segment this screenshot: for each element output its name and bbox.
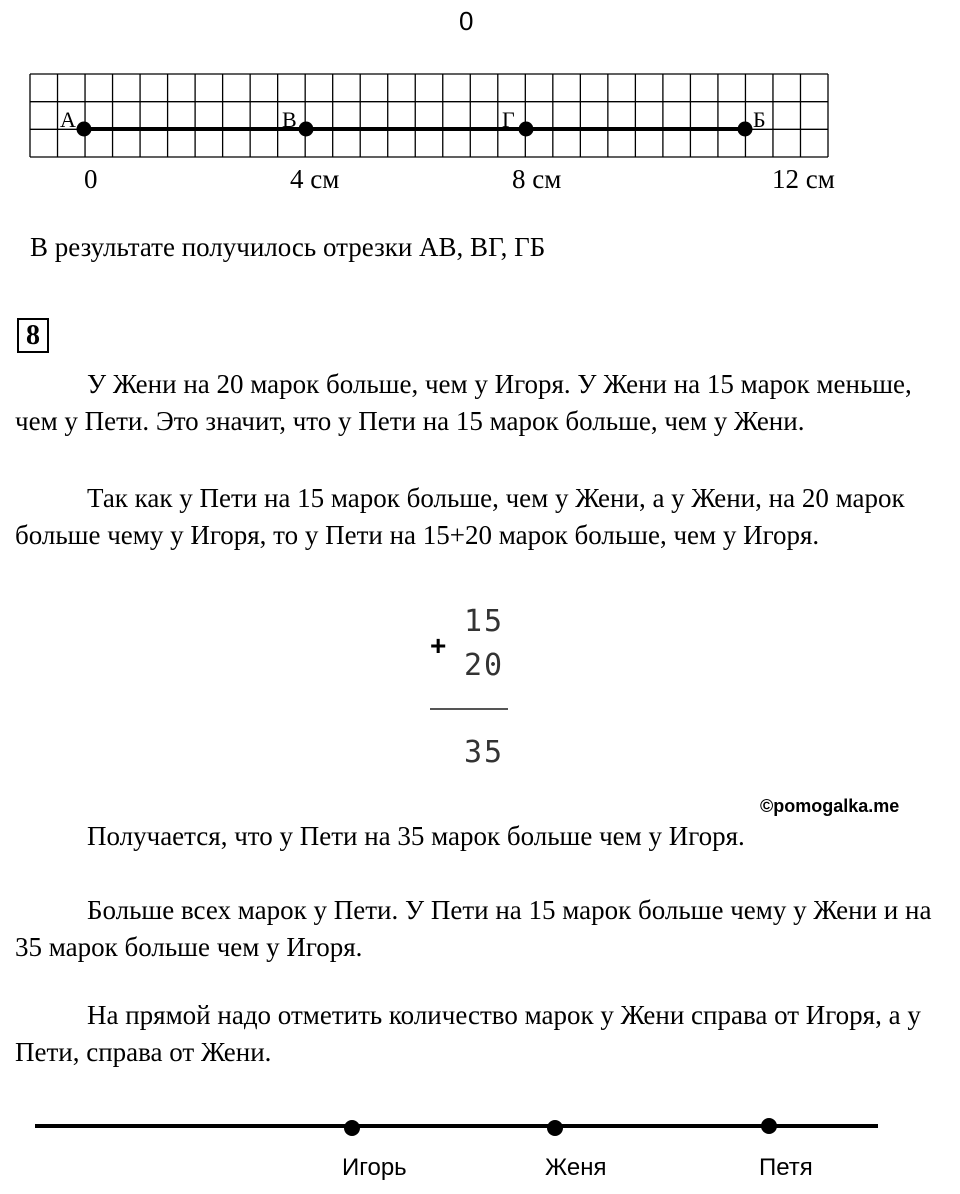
- tick-label-0: 0: [84, 164, 98, 194]
- ruler-point-1: [77, 122, 92, 137]
- ruler-point-4: [738, 122, 753, 137]
- paragraph-3: [15, 818, 940, 855]
- paragraph-2: [15, 480, 940, 554]
- ruler-point-3: [519, 122, 534, 137]
- ruler-point-2: [299, 122, 314, 137]
- result-text: В результате получилось отрезки АВ, ВГ, ГБ: [30, 232, 546, 262]
- watermark: ©pomogalka.me: [760, 796, 900, 816]
- grid-lines: [30, 74, 828, 157]
- calc-plus-sign: +: [430, 630, 447, 661]
- number-line-label-2: Женя: [545, 1154, 607, 1181]
- number-line-label-3: Петя: [759, 1154, 813, 1181]
- top-zero-label: 0: [459, 6, 474, 36]
- paragraph-4-text: Больше всех марок у Пети. У Пети на 15 марок больше чему у Жени и на 35 марок больше чем у Игоря.: [15, 895, 932, 962]
- task-number-box: 8: [17, 318, 49, 353]
- ruler-point-label-4: Б: [753, 107, 766, 132]
- number-line-label-1: Игорь: [342, 1154, 407, 1181]
- calc-underline: [430, 708, 508, 710]
- ruler-points: [60, 107, 766, 137]
- number-line-point-2: [547, 1120, 563, 1136]
- calc-addend-2: 20: [464, 648, 505, 683]
- paragraph-4: [15, 892, 940, 966]
- number-line-point-1: [344, 1120, 360, 1136]
- ruler-point-label-1: А: [60, 107, 76, 132]
- paragraph-1-text: У Жени на 20 марок больше, чем у Игоря. У Жени на 15 марок меньше, чем у Пети. Это значит, что у Пети на 15 марок больше, чем у Жени.: [15, 369, 912, 436]
- paragraph-3-text: Получается, что у Пети на 35 марок больше чем у Игоря.: [87, 821, 745, 851]
- paragraph-2-text: Так как у Пети на 15 марок больше, чем у Жени, а у Жени, на 20 марок больше чему у Игоря, то у Пети на 15+20 марок больше, чем у Игоря.: [15, 483, 905, 550]
- tick-label-4cm: 4 см: [290, 164, 340, 194]
- paragraph-5: [15, 997, 940, 1071]
- tick-label-8cm: 8 см: [512, 164, 562, 194]
- paragraph-1: [15, 366, 940, 440]
- calc-sum: 35: [464, 735, 505, 770]
- ruler-point-label-2: В: [282, 107, 297, 132]
- tick-label-12cm: 12 см: [772, 164, 835, 194]
- paragraph-5-text: На прямой надо отметить количество марок у Жени справа от Игоря, а у Пети, справа от Жени.: [15, 1000, 921, 1067]
- number-line: [0, 1100, 960, 1160]
- calc-addend-1: 15: [464, 604, 505, 639]
- number-line-point-3: [761, 1118, 777, 1134]
- ruler-point-label-3: Г: [502, 107, 515, 132]
